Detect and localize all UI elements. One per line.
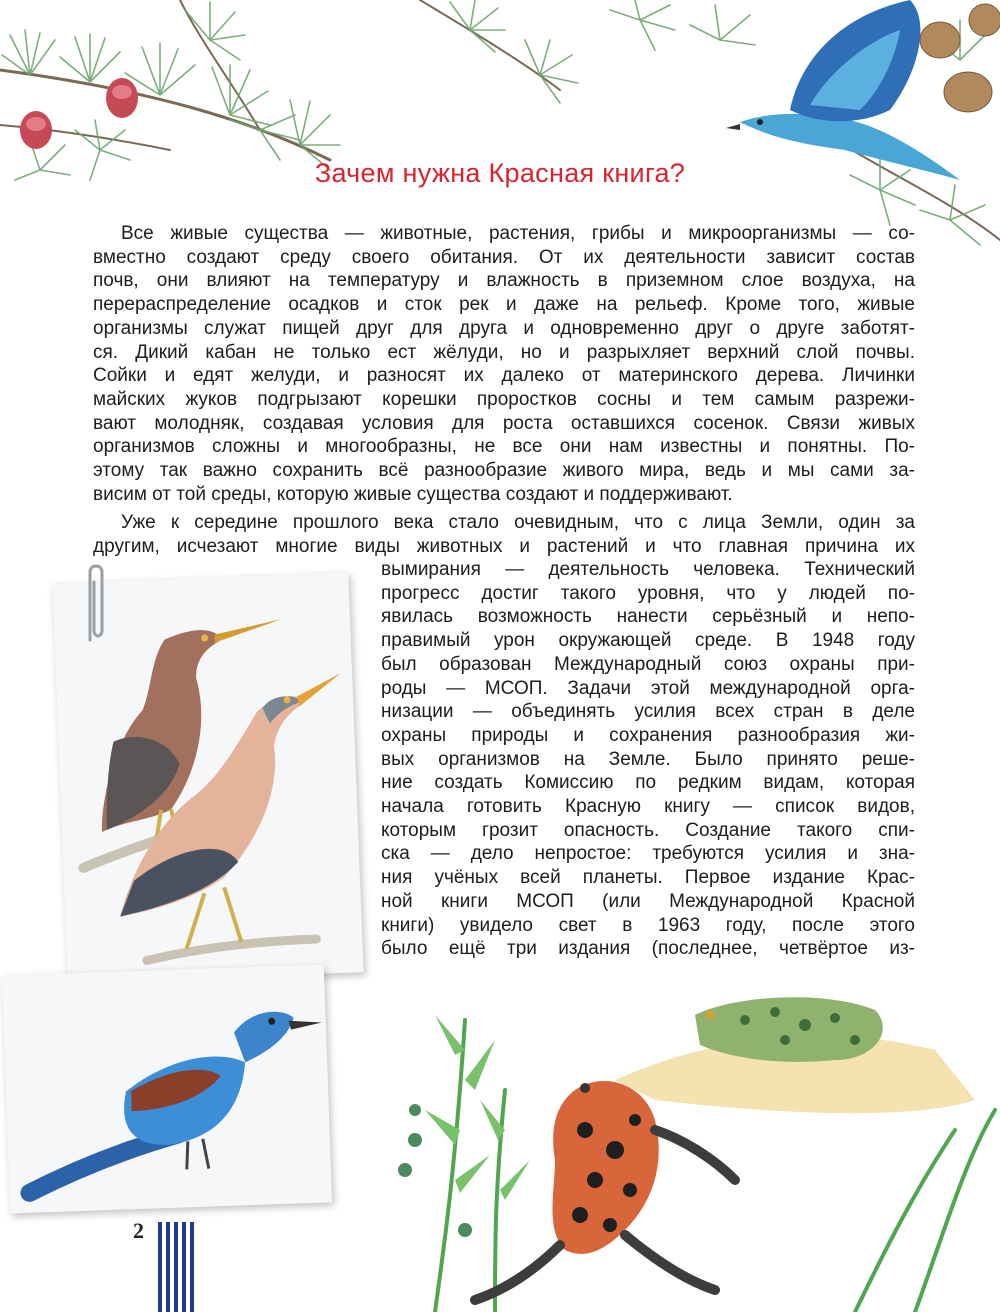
text-line: книги) увидело свет в 1963 году, после этого (381, 914, 915, 936)
text-line: правимый урон окружающей среде. В 1948 году (381, 630, 915, 652)
text-line: охраны природы и сохранения разнообразия жи- (381, 724, 915, 746)
text-line: которым грозит опасность. Создание такого спи- (381, 819, 915, 841)
text-line: майских жуков подгрызают корешки проростков сосны и тем самым разрежи- (93, 388, 915, 410)
text-line: почв, они влияют на температуру и влажность в приземном слое воздуха, на (93, 270, 915, 292)
red-cone-icon (20, 78, 138, 149)
toads-and-plants-illustration (355, 990, 1000, 1312)
text-line: Сойки и едят желуди, и разносят их далеко от материнского дерева. Личинки (93, 365, 915, 387)
text-line: ния учёных всей планеты. Первое издание Крас- (381, 867, 915, 889)
text-line: этому так важно сохранить всё разнообразие живого мира, ведь и мы сами за- (93, 460, 915, 482)
paragraph-1 (93, 222, 915, 506)
text-line: вых организмов на Земле. Было принято реше- (381, 748, 915, 770)
text-line: другим, исчезают многие виды животных и растений и что главная причина их (93, 535, 915, 557)
paperclip-icon (82, 560, 110, 650)
paragraph-2-wrapped (381, 558, 915, 961)
text-line: ной книги МСОП (или Международной Красной (381, 890, 915, 912)
text-line: низации — объединять усилия всех стран в деле (381, 701, 915, 723)
text-line: Уже к середине прошлого века стало очевидным, что с лица Земли, один за (121, 512, 915, 533)
pine-branch-illustration (0, 0, 1000, 260)
page-stripes-decoration (158, 1222, 200, 1312)
text-line: вместно создают среду своего обитания. От их деятельности зависит состав (93, 246, 915, 268)
paragraph-2-top (93, 511, 915, 558)
text-line: перераспределение осадков и сток рек и даже на рельеф. Кроме того, живые (93, 294, 915, 316)
text-line: роды — МСОП. Задачи этой международной орга- (381, 677, 915, 699)
text-line: прогресс достиг такого уровня, что у людей по- (381, 582, 915, 604)
roller-illustration-card (2, 964, 332, 1213)
page-number: 2 (133, 1218, 144, 1243)
text-line: был образован Международный союз охраны при- (381, 653, 915, 675)
text-line: вымирания — деятельность человека. Технический (381, 559, 915, 580)
text-line: ние создать Комиссию по редким видам, которая (381, 772, 915, 794)
text-line: явилась возможность нанести серьёзный и непо- (381, 606, 915, 628)
text-line: ска — дело непростое: требуются усилия и зна- (381, 843, 915, 865)
flying-roller-bird-illustration (726, 0, 960, 180)
european-roller-illustration (2, 964, 332, 1213)
text-line: Все живые существа — животные, растения, грибы и микроорганизмы — со- (121, 223, 915, 244)
text-line: ся. Дикий кабан не только ест жёлуди, но и разрыхляет верхний слой почвы. (93, 341, 915, 363)
text-line: вают молодняк, создавая условия для роста оставшихся сосенок. Связи живых (93, 412, 915, 434)
fire-bellied-toad-icon (475, 1081, 735, 1300)
page-title: Зачем нужна Красная книга? (314, 158, 686, 188)
text-line: было ещё три издания (последнее, четвёртое из- (381, 938, 915, 960)
green-toad-icon (695, 997, 883, 1062)
text-line: организмы служат пищей друг для друга и одновременно друг о друге заботят- (93, 317, 915, 339)
text-line: начала готовить Красную книгу — список видов, (381, 796, 915, 818)
text-line: висим от той среды, которую живые существа создают и поддерживают. (93, 483, 733, 505)
text-line: организмов сложны и многообразны, не все они нам известны и понятны. По- (93, 436, 915, 458)
